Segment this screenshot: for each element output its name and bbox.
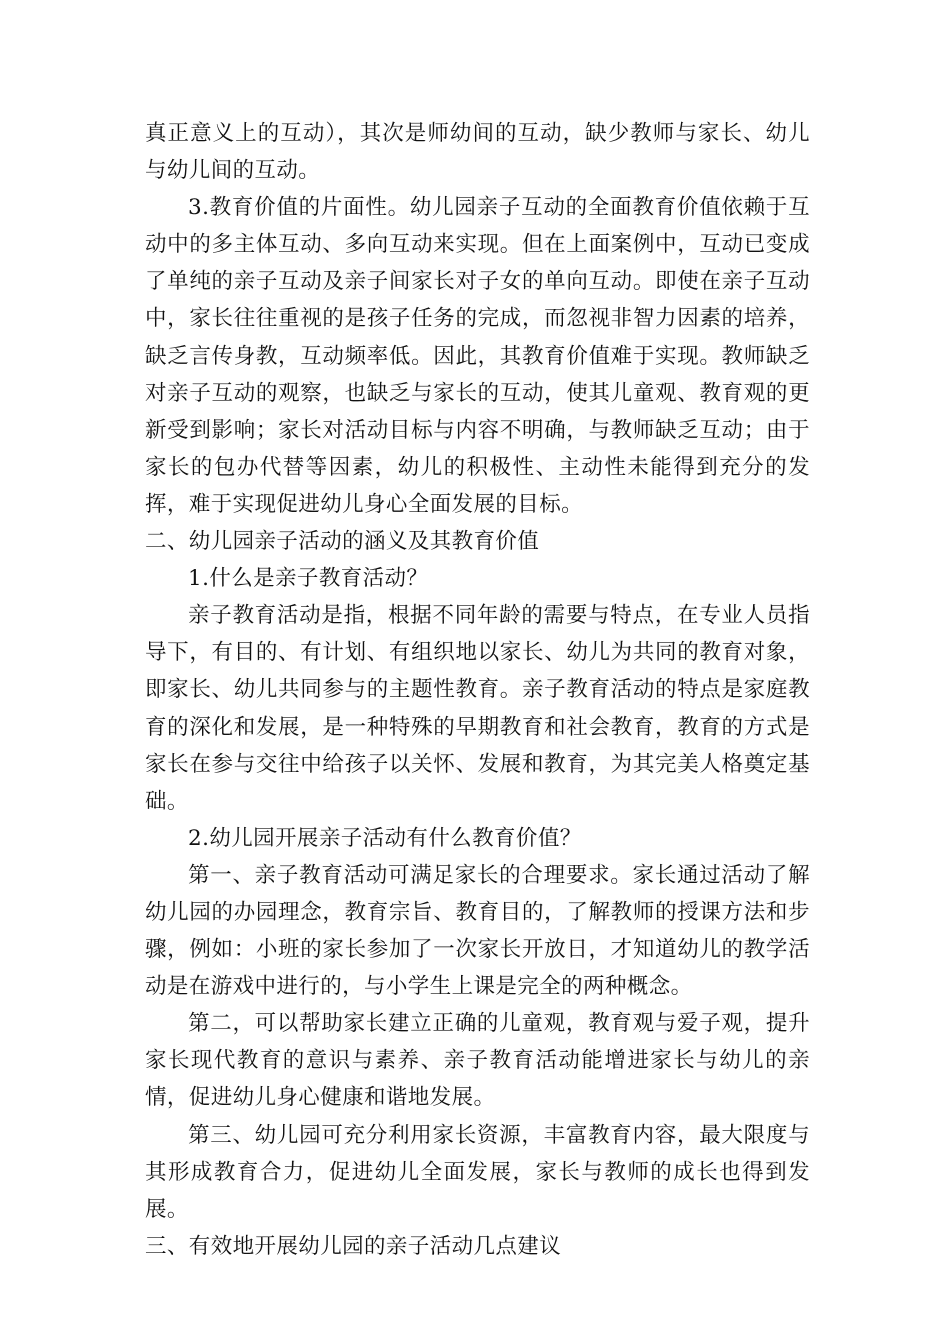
paragraph-second-point: 第二，可以帮助家长建立正确的儿童观，教育观与爱子观，提升家长现代教育的意识与素养、亲子教育活动能增进家长与幼儿的亲情，促进幼儿身心健康和谐地发展。	[145, 1011, 810, 1111]
subheading-educational-value: 2.幼儿园开展亲子活动有什么教育价值？	[188, 825, 582, 851]
subheading-what-is-parent-child-activity: 1.什么是亲子教育活动？	[188, 566, 429, 592]
paragraph-definition: 亲子教育活动是指，根据不同年龄的需要与特点，在专业人员指导下，有目的、有计划、有组织地以家长、幼儿为共同的教育对象，即家长、幼儿共同参与的主题性教育。亲子教育活动的特点是家庭教育的深化和发展，是一种特殊的早期教育和社会教育，教育的方式是家长在参与交往中给孩子以关怀、发展和教育，为其完美人格奠定基础。	[145, 603, 810, 814]
paragraph-third-point: 第三、幼儿园可充分利用家长资源，丰富教育内容，最大限度与其形成教育合力，促进幼儿全面发展，家长与教师的成长也得到发展。	[145, 1122, 810, 1222]
section-heading-three: 三、有效地开展幼儿园的亲子活动几点建议	[145, 1233, 562, 1259]
section-heading-two: 二、幼儿园亲子活动的涵义及其教育价值	[145, 529, 540, 555]
document-page	[145, 115, 810, 1265]
paragraph-educational-value-one-sided: 3.教育价值的片面性。幼儿园亲子互动的全面教育价值依赖于互动中的多主体互动、多向互动来实现。但在上面案例中，互动已变成了单纯的亲子互动及亲子间家长对子女的单向互动。即使在亲子互动中，家长往往重视的是孩子任务的完成，而忽视非智力因素的培养，缺乏言传身教，互动频率低。因此，其教育价值难于实现。教师缺乏对亲子互动的观察，也缺乏与家长的互动，使其儿童观、教育观的更新受到影响；家长对活动目标与内容不明确，与教师缺乏互动；由于家长的包办代替等因素，幼儿的积极性、主动性未能得到充分的发挥，难于实现促进幼儿身心全面发展的目标。	[145, 195, 810, 517]
paragraph-continuation: 真正意义上的互动），其次是师幼间的互动，缺少教师与家长、幼儿与幼儿间的互动。	[145, 121, 810, 184]
paragraph-first-point: 第一、亲子教育活动可满足家长的合理要求。家长通过活动了解幼儿园的办园理念，教育宗旨、教育目的，了解教师的授课方法和步骤，例如：小班的家长参加了一次家长开放日，才知道幼儿的教学活动是在游戏中进行的，与小学生上课是完全的两种概念。	[145, 862, 810, 1000]
